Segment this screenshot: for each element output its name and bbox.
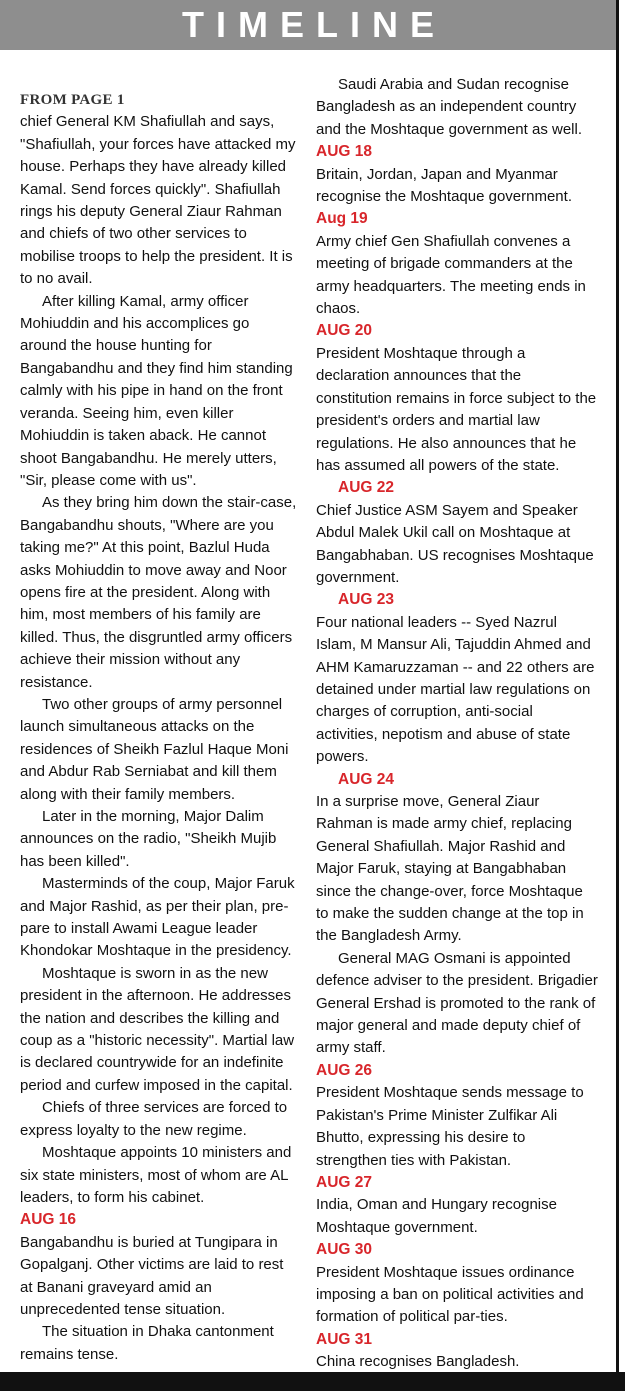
paragraph: After killing Kamal, army officer Mohiuddin and his accomplices go around the house hunting for Bangabandhu and they find him standing calmly with his pipe in hand on the front veranda. Seeing him, even killer Mohiuddin is taken aback. He cannot shoot Bangabandhu. He merely utters, "Sir, please come with us". — [20, 292, 293, 489]
vertical-rule — [616, 0, 619, 1372]
date-label-aug30: AUG 30 — [316, 1241, 372, 1259]
date-label-aug26: AUG 26 — [316, 1061, 372, 1079]
paragraph: President Moshtaque issues ordinance imposing a ban on political activities and formation of political par-ties. — [316, 1263, 584, 1326]
paragraph: Later in the morning, Major Dalim announces on the radio, "Sheikh Mujib has been killed". — [20, 808, 277, 870]
header-title: TIMELINE — [182, 4, 446, 45]
right-column — [316, 74, 598, 1374]
date-label-aug27: AUG 27 — [316, 1173, 372, 1191]
date-label-aug20: AUG 20 — [316, 322, 372, 340]
date-label-aug31: AUG 31 — [316, 1330, 372, 1348]
date-label-aug18: AUG 18 — [316, 143, 372, 161]
paragraph: Britain, Jordan, Japan and Myanmar recognise the Moshtaque government. — [316, 165, 572, 206]
date-label-aug22: AUG 22 — [338, 479, 394, 497]
left-column — [20, 74, 298, 1366]
timeline-header — [0, 0, 616, 50]
from-page-label: FROM PAGE 1 — [20, 92, 125, 108]
paragraph: chief General KM Shafiullah and says, "Shafiullah, your forces have attacked my house. Perhaps they have already killed Kamal. Send forces quickly". Shafiullah rings his deputy General Ziaur Rahman and chiefs of two other services to mobilise troops to help the president. It is to no avail. — [20, 113, 296, 288]
footer-bar — [0, 1372, 625, 1391]
paragraph: Saudi Arabia and Sudan recognise Bangladesh as an independent country and the Moshtaque government as well. — [316, 76, 582, 138]
paragraph: President Moshtaque through a declaration announces that the constitution remains in force subject to the president's orders and martial law regulations. He also announces that he has assumed all powers of the state. — [316, 344, 597, 474]
date-label-aug23: AUG 23 — [338, 591, 394, 609]
paragraph: India, Oman and Hungary recognise Moshtaque government. — [316, 1196, 557, 1236]
date-label-aug16: AUG 16 — [20, 1211, 76, 1229]
paragraph: General MAG Osmani is appointed defence adviser to the president. Brigadier General Ershad is promoted to the rank of major general and made deputy chief of army staff. — [316, 949, 598, 1057]
paragraph: Moshtaque is sworn in as the new president in the afternoon. He addresses the nation and describes the killing and coup as a "historic necessity". Martial law is declared countrywide for an indefinite period and curfew imposed in the capital. — [20, 964, 295, 1094]
date-label-aug19: Aug 19 — [316, 210, 368, 228]
paragraph: China recognises Bangladesh. — [316, 1353, 520, 1371]
paragraph: As they bring him down the stair-case, Bangabandhu shouts, "Where are you taking me?" At this point, Bazlul Huda asks Mohiuddin to move away and Noor opens fire at the president. Along with him, most members of his family are killed. Thus, the disgruntled army officers achieve their mission without any resistance. — [20, 494, 297, 691]
paragraph: Two other groups of army personnel launch simultaneous attacks on the residences of Sheikh Fazlul Haque Moni and Abdur Rab Serniabat and kill them along with their family members. — [20, 695, 289, 803]
paragraph: Army chief Gen Shafiullah convenes a meeting of brigade commanders at the army headquarters. The meeting ends in chaos. — [316, 232, 586, 318]
paragraph: In a surprise move, General Ziaur Rahman is made army chief, replacing General Shafiullah. Major Rashid and Major Faruk, staying at Bangabhaban since the change-over, force Moshtaque to make the sudden change at the top in the Bangladesh Army. — [316, 793, 584, 945]
paragraph: President Moshtaque sends message to Pakistan's Prime Minister Zulfikar Ali Bhutto, expressing his desire to strengthen ties with Pakistan. — [316, 1084, 584, 1169]
paragraph: The situation in Dhaka cantonment remains tense. — [20, 1323, 274, 1363]
paragraph: Masterminds of the coup, Major Faruk and Major Rashid, as per their plan, pre-pare to install Awami League leader Khondokar Moshtaque in the presidency. — [20, 875, 295, 960]
paragraph: Bangabandhu is buried at Tungipara in Gopalganj. Other victims are laid to rest at Banani graveyard amid an unprecedented tense situation. — [20, 1233, 284, 1318]
paragraph: Moshtaque appoints 10 ministers and six state ministers, most of whom are AL leaders, to form his cabinet. — [20, 1144, 292, 1206]
paragraph: Chiefs of three services are forced to express loyalty to the new regime. — [20, 1099, 288, 1139]
date-label-aug24: AUG 24 — [338, 770, 394, 788]
paragraph: Four national leaders -- Syed Nazrul Islam, M Mansur Ali, Tajuddin Ahmed and AHM Kamaruzzaman -- and 22 others are detained under martial law regulations on charges of corruption, anti-social activities, nepotism and abuse of state powers. — [316, 613, 595, 766]
paragraph: Chief Justice ASM Sayem and Speaker Abdul Malek Ukil call on Moshtaque at Bangabhaban. US recognises Moshtaque government. — [316, 501, 594, 586]
